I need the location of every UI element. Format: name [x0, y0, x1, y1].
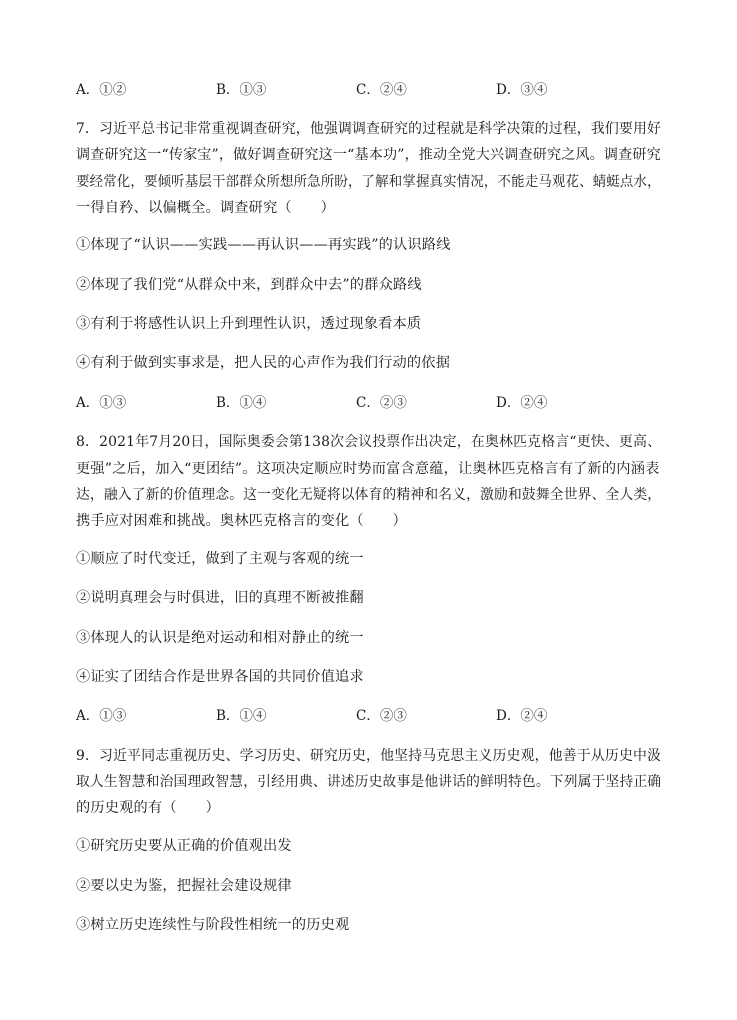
q8-option-d: D．②④ [496, 708, 548, 724]
q9-stem-line-1: 9．习近平同志重视历史、学习历史、研究历史，他坚持马克思主义历史观，他善于从历史中汲 [76, 748, 662, 764]
q7-stem-line-2: 调查研究这一“传家宝”，做好调查研究这一“基本功”，推动全党大兴调查研究之风。调查研究 [76, 147, 661, 163]
q7-statement-4: ④有利于做到实事求是，把人民的心声作为我们行动的依据 [76, 355, 451, 371]
q6-option-d: D．③④ [496, 82, 548, 98]
q6-option-a: A．①② [76, 82, 127, 98]
q7-option-b: B．①④ [216, 395, 267, 411]
q7-option-c: C．②③ [356, 395, 407, 411]
q9-stem-line-2: 取人生智慧和治国理政智慧，引经用典、讲述历史故事是他讲话的鲜明特色。下列属于坚持正确 [76, 774, 662, 790]
q9-statement-1: ①研究历史要从正确的价值观出发 [76, 838, 292, 854]
q6-option-b: B．①③ [216, 82, 267, 98]
q8-statement-1: ①顺应了时代变迁，做到了主观与客观的统一 [76, 551, 364, 567]
q8-statement-4: ④证实了团结合作是世界各国的共同价值追求 [76, 669, 364, 685]
q8-stem-line-4: 携手应对困难和挑战。奥林匹克格言的变化（ ） [76, 513, 407, 529]
q7-option-d: D．②④ [496, 395, 548, 411]
q8-statement-3: ③体现人的认识是绝对运动和相对静止的统一 [76, 630, 364, 646]
q8-stem-line-1: 8．2021年7月20日，国际奥委会第138次会议投票作出决定，在奥林匹克格言“更快、更高、 [76, 434, 662, 450]
q8-stem-line-2: 更强”之后，加入“更团结”。这项决定顺应时势而富含意蕴，让奥林匹克格言有了新的内涵表 [76, 461, 660, 477]
q7-stem-line-1: 7．习近平总书记非常重视调查研究，他强调调查研究的过程就是科学决策的过程，我们要用好 [76, 121, 662, 137]
q7-statement-3: ③有利于将感性认识上升到理性认识，透过现象看本质 [76, 316, 422, 332]
q7-option-a: A．①③ [76, 395, 127, 411]
q7-statement-1: ①体现了“认识——实践——再认识——再实践”的认识路线 [76, 237, 451, 253]
q7-stem-line-3: 要经常化，要倾听基层干部群众所想所急所盼，了解和掌握真实情况，不能走马观花、蜻蜓点水， [76, 174, 661, 190]
q9-statement-3: ③树立历史连续性与阶段性相统一的历史观 [76, 917, 350, 933]
q7-statement-2: ②体现了我们党“从群众中来，到群众中去”的群众路线 [76, 277, 422, 293]
q6-option-c: C．②④ [356, 82, 407, 98]
q8-option-b: B．①④ [216, 708, 267, 724]
q7-stem-line-4: 一得自矜、以偏概全。调查研究（ ） [76, 200, 335, 216]
q9-stem-line-3: 的历史观的有（ ） [76, 800, 220, 816]
q8-stem-line-3: 达，融入了新的价值理念。这一变化无疑将以体育的精神和名义，激励和鼓舞全世界、全人类， [76, 487, 662, 503]
q8-option-c: C．②③ [356, 708, 407, 724]
q8-statement-2: ②说明真理会与时俱进，旧的真理不断被推翻 [76, 590, 364, 606]
q9-statement-2: ②要以史为鉴，把握社会建设规律 [76, 878, 292, 894]
q8-option-a: A．①③ [76, 708, 127, 724]
